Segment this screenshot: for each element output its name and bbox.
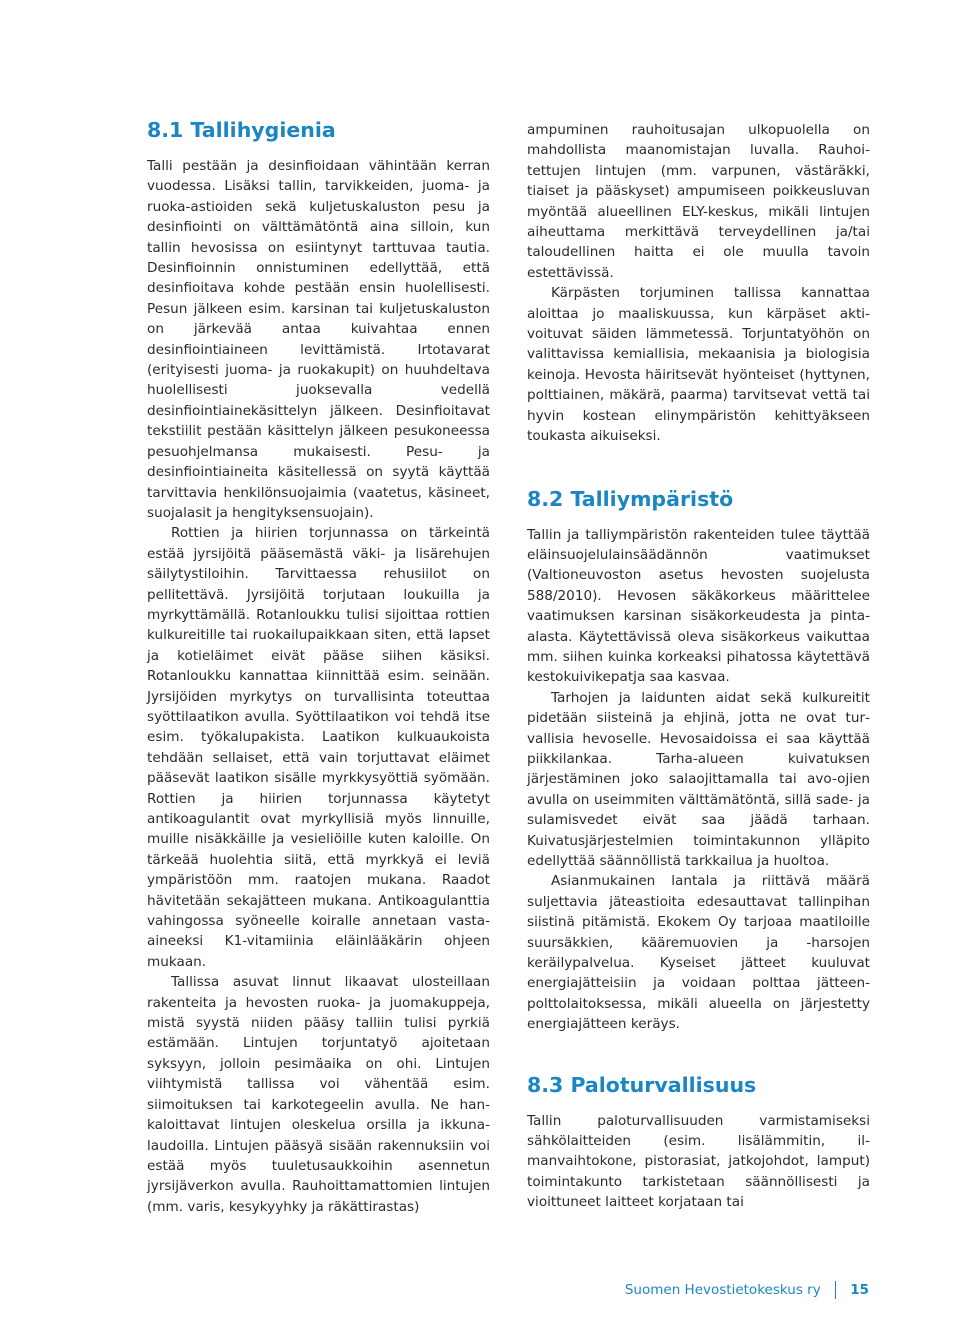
publisher-name: Suomen Hevostietokeskus ry <box>624 1282 821 1298</box>
right-column <box>527 120 870 1213</box>
paragraph: ampuminen rauhoitusajan ulkopuolella on mahdollista maanomistajan luvalla. Rauhoitettujen lintujen (mm. varpunen, västäräkki, tiaiset ja pääskyset) ampumiseen poikkeusluvan myöntää alueellinen ELY-keskus, mikäli lintujen aiheuttama merkittävä terveydellinen ja/tai taloudellinen haitta ei ole muulla tavoin estettävissä. <box>527 122 870 281</box>
paragraph: Rottien ja hiirien torjunnassa on tärkeintä estää jyrsijöitä pääsemästä väki- ja lisärehujen säilytystiloihin. Tarvittaessa rehusiilot on pellitettävä. Jyrsijöitä torjutaan loukuilla ja myrkyttämällä. Rotanloukku tulisi sijoittaa rottien kulkureitille tai ruokailupaikkaan siten, että lapset ja kotieläimet eivät pääse siihen käsiksi. Rotanloukku kannattaa kiinnittää esim. seinään. Jyrsijöiden myrkytys on turvallisinta toteuttaa syöttilaatikon avulla. Syöttilaatikon voi tehdä itse esim. työkalupakista. Laatikon kulkuaukoista tehdään sellaiset, että vain torjuttavat eläimet pääsevät laatikon sisälle myrkkysyöttiä syömään. Rottien ja hiirien torjunnassa käytetyt antikoagulantit ovat myrkyllisiä myös linnuille, muille nisäkkäille ja vesieliöille kuten kaloille. On tärkeää huolehtia siitä, että myrkkyä ei leviä ympäristöön mm. raatojen mukana. Raadot hävitetään sekajätteen mukana. Antikoagulanttia vahingossa syöneelle koiralle annetaan vasta-aineeksi K1-vitamiinia eläinlääkärin ohjeen mukaan. <box>147 525 490 970</box>
left-column <box>147 116 490 1217</box>
paragraph: Asianmukainen lantala ja riittävä määrä suljettavia jäteastioita edesauttavat tallinpihan siistinä pitämistä. Ekokem Oy tarjoaa maatiloille suursäkkien, kääremuovien ja -harsojen keräilypalvelua. Kyseiset jätteet kuuluvat energiajätteisiin ja voidaan polttaa jätteenpolttolaitoksessa, mikäli alueella on järjestetty energiajätteen keräys. <box>527 873 870 1033</box>
paragraph: Tallissa asuvat linnut likaavat ulosteillaan rakenteita ja hevosten ruoka- ja juomakuppeja, mistä syystä niiden pääsy talliin tulisi pyrkiä estämään. Lintujen torjuntatyö ajoitetaan syksyyn, jolloin pesimäaika on ohi. Lintujen viihtymistä tallissa voi vähentää esim. siimoituksen tai karkotegeelin avulla. Ne hankaloittavat lintujen oleskelua orsilla ja ikkunalaudoilla. Lintujen pääsyä sisään rakennuksiin voi estää myös tuuletusaukkoihin asennetun jyrsijäverkon avulla. Rauhoittamattomien lintujen (mm. varis, kesykyyhky ja räkättirastas) <box>147 974 490 1215</box>
section-heading-8-2: 8.2 Talliympäristö <box>527 486 734 511</box>
spacer <box>527 447 870 485</box>
paragraph: Tallin paloturvallisuuden varmistamiseksi sähkölaitteiden (esim. lisälämmitin, ilmanvaihtokone, pistorasiat, jatkojohdot, lamput) toimintakunto tarkistetaan säännöllisesti ja vioittuneet laitteet korjataan tai <box>527 1112 870 1211</box>
paragraph: Talli pestään ja desinfioidaan vähintään kerran vuodessa. Lisäksi tallin, tarvikkeiden, juoma- ja ruoka-astioiden sekä kuljetuskaluston pesu ja desinfiointi on välttämätöntä aina silloin, kun tallin hevosissa on esiintynyt tarttuvaa tautia. Desinfioinnin onnistuminen edellyttää, että desinfioitava kohde pestään ensin huolellisesti. Pesun jälkeen esim. karsinan tai kuljetuskaluston on järkevää antaa kuivahtaa ennen desinfiointiaineen levittämistä. Irtotavarat (erityisesti juoma- ja ruokakupit) on huuhdeltava huolellisesti juoksevalla vedellä desinfiointiainekäsittelyn jälkeen. Desinfioitavat tekstiilit pestään käsittelyn jälkeen pesukoneessa pesuohjelmansa mukaisesti. Pesu- ja desinfiointiaineita käsitellessä on syytä käyttää tarvittavia henkilönsuojaimia (vaatetus, käsineet, suojalasit ja hengityksensuojain). <box>147 158 490 521</box>
spacer <box>527 1035 870 1071</box>
footer-divider <box>835 1281 837 1299</box>
paragraph: Tallin ja talliympäristön rakenteiden tulee täyttää eläinsuojelulainsäädännön vaatimukset (Valtioneuvoston asetus hevosten suojelusta 588/2010). Hevosen säkäkorkeus määrittelee vaatimuksen karsinan sisäkorkeudesta ja pinta-alasta. Käytettävissä oleva sisäkorkeus vaikuttaa mm. siihen kuinka korkeaksi pihatossa käytettävä kestokuivikepatja saa kasvaa. <box>527 526 870 686</box>
page-number: 15 <box>850 1282 869 1298</box>
paragraph: Kärpästen torjuminen tallissa kannattaa aloittaa jo maaliskuussa, kun kärpäset aktivoituvat säiden lämmetessä. Torjuntatyöhön on valittavissa kemiallisia, mekaanisia ja biologisia keinoja. Hevosta häiritsevät hyönteiset (hyttynen, polttiainen, mäkärä, paarma) tarvitsevat vettä tai hyvin kostean elinympäristön kehittyäkseen toukasta aikuiseksi. <box>527 285 870 445</box>
section-heading-8-3: 8.3 Paloturvallisuus <box>527 1072 757 1097</box>
section-heading-8-1: 8.1 Tallihygienia <box>147 118 336 142</box>
paragraph: Tarhojen ja laidunten aidat sekä kulkureitit pidetään siisteinä ja ehjinä, jotta ne ovat turvallisia hevoselle. Hevosaidoissa ei saa käyttää piikkilankaa. Tarha-alueen kuivatuksen järjestäminen joko salaojittamalla tai avo-ojien avulla on useimmiten välttämätöntä, sillä sade- ja sulamisvedet eivät saa jäädä tarhaan. Kuivatusjärjestelmien toimintakunnon ylläpito edellyttää säännöllistä tarkkailua ja huoltoa. <box>527 689 870 869</box>
page-footer <box>625 1281 869 1299</box>
